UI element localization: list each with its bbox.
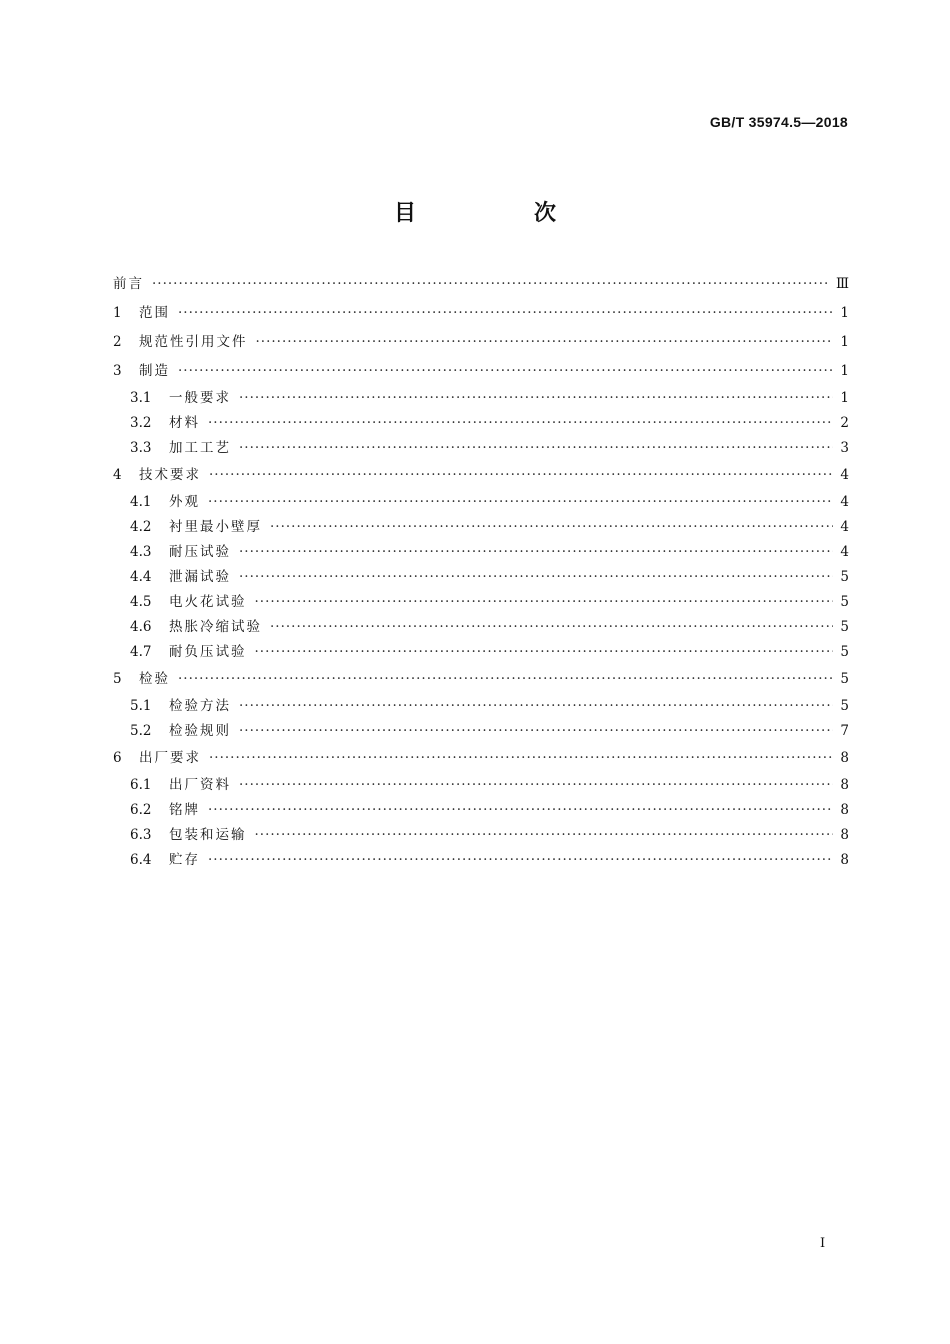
dot-leader: [239, 719, 833, 744]
toc-entry-label: 检验方法: [169, 698, 231, 714]
toc-entry[interactable]: [113, 565, 849, 590]
dot-leader: [256, 328, 834, 357]
toc-entry[interactable]: [113, 299, 849, 328]
dot-leader: [208, 490, 833, 515]
toc-entry-page: 1: [840, 305, 849, 321]
toc-entry-page: 8: [840, 827, 849, 843]
toc-entry[interactable]: [113, 823, 849, 848]
toc-entry-number: 4.3: [130, 544, 152, 560]
toc-entry-label: 规范性引用文件: [139, 334, 248, 350]
dot-leader: [255, 823, 834, 848]
toc-entry-page: 4: [840, 494, 849, 510]
toc-entry-page: 4: [840, 519, 849, 535]
toc-entry-number: 2: [113, 334, 122, 350]
toc-entry-page: 5: [840, 569, 849, 585]
toc-entry-number: 4.7: [130, 644, 152, 660]
toc-entry-page: 1: [840, 363, 849, 379]
dot-leader: [178, 665, 833, 694]
standard-code: GB/T 35974.5—2018: [709, 114, 848, 130]
toc-entry[interactable]: [113, 386, 849, 411]
toc-entry[interactable]: [113, 798, 849, 823]
toc-entry-number: 3.3: [130, 440, 152, 456]
toc-entry-page: 5: [840, 671, 849, 687]
dot-leader: [239, 565, 833, 590]
toc-entry-page: 3: [840, 440, 849, 456]
toc-entry-page: 7: [840, 723, 849, 739]
dot-leader: [208, 411, 833, 436]
toc-entry-label: 泄漏试验: [169, 569, 231, 585]
toc-entry-page: 5: [840, 594, 849, 610]
toc-entry-label: 铭牌: [169, 802, 200, 818]
toc-entry-label: 外观: [169, 494, 200, 510]
toc-entry-number: 6.2: [130, 802, 152, 818]
dot-leader: [152, 270, 830, 299]
toc-entry-number: 5: [113, 671, 122, 687]
toc-entry-label: 材料: [169, 415, 200, 431]
toc-entry[interactable]: [113, 719, 849, 744]
toc-entry[interactable]: [113, 744, 849, 773]
toc-entry[interactable]: [113, 328, 849, 357]
toc-entry-label: 耐负压试验: [169, 644, 247, 660]
toc-entry-number: 6.4: [130, 852, 152, 868]
dot-leader: [208, 848, 833, 873]
toc-entry-page: 8: [840, 802, 849, 818]
toc-entry-label: 衬里最小壁厚: [169, 519, 262, 535]
toc-entry-page: 8: [840, 750, 849, 766]
dot-leader: [255, 590, 834, 615]
toc-entry-page: 8: [840, 777, 849, 793]
toc-entry[interactable]: [113, 773, 849, 798]
dot-leader: [270, 615, 833, 640]
dot-leader: [239, 386, 833, 411]
toc-entry-label: 制造: [139, 363, 170, 379]
toc-entry-label: 出厂要求: [139, 750, 201, 766]
toc-entry-page: 4: [840, 467, 849, 483]
toc-entry-page: 5: [840, 698, 849, 714]
toc-entry-number: 3.1: [130, 390, 152, 406]
toc-entry-page: 5: [840, 644, 849, 660]
toc-entry-label: 加工工艺: [169, 440, 231, 456]
toc-entry-number: 5.2: [130, 723, 152, 739]
dot-leader: [178, 357, 833, 386]
toc-entry-number: 6.3: [130, 827, 152, 843]
toc-entry-page: 2: [840, 415, 849, 431]
toc-entry-number: 4.5: [130, 594, 152, 610]
toc-entry-label: 耐压试验: [169, 544, 231, 560]
toc-entry-number: 4: [113, 467, 122, 483]
toc-entry[interactable]: [113, 357, 849, 386]
toc-entry-label: 包装和运输: [169, 827, 247, 843]
toc-entry[interactable]: [113, 640, 849, 665]
table-of-contents: [113, 270, 849, 873]
toc-entry-label: 技术要求: [139, 467, 201, 483]
toc-entry[interactable]: [113, 540, 849, 565]
toc-entry-label: 前言: [113, 276, 144, 292]
dot-leader: [239, 436, 833, 461]
toc-entry-number: 4.1: [130, 494, 152, 510]
toc-entry-page: 5: [840, 619, 849, 635]
toc-entry[interactable]: [113, 436, 849, 461]
toc-entry-page: 1: [840, 334, 849, 350]
toc-entry-label: 检验规则: [169, 723, 231, 739]
toc-entry[interactable]: [113, 665, 849, 694]
toc-entry-page: Ⅲ: [835, 276, 849, 292]
dot-leader: [209, 744, 833, 773]
toc-entry-number: 4.2: [130, 519, 152, 535]
toc-entry[interactable]: [113, 490, 849, 515]
toc-entry[interactable]: [113, 694, 849, 719]
toc-entry-label: 范围: [139, 305, 170, 321]
toc-entry-label: 出厂资料: [169, 777, 231, 793]
dot-leader: [239, 694, 833, 719]
dot-leader: [239, 540, 833, 565]
toc-entry-number: 3.2: [130, 415, 152, 431]
toc-entry[interactable]: [113, 615, 849, 640]
dot-leader: [270, 515, 833, 540]
dot-leader: [255, 640, 834, 665]
toc-entry[interactable]: [113, 461, 849, 490]
toc-entry-number: 6: [113, 750, 122, 766]
toc-entry[interactable]: [113, 411, 849, 436]
dot-leader: [208, 798, 833, 823]
toc-entry[interactable]: [113, 848, 849, 873]
toc-entry-number: 5.1: [130, 698, 152, 714]
toc-entry-number: 1: [113, 305, 122, 321]
dot-leader: [239, 773, 833, 798]
toc-entry-page: 8: [840, 852, 849, 868]
toc-entry[interactable]: [113, 270, 849, 299]
toc-entry-number: 6.1: [130, 777, 152, 793]
toc-entry-number: 4.6: [130, 619, 152, 635]
page-number: I: [820, 1236, 826, 1251]
toc-entry-label: 贮存: [169, 852, 200, 868]
dot-leader: [209, 461, 833, 490]
toc-entry-label: 一般要求: [169, 390, 231, 406]
dot-leader: [178, 299, 833, 328]
toc-entry-page: 1: [840, 390, 849, 406]
toc-entry-number: 4.4: [130, 569, 152, 585]
page-title: 目 次: [393, 201, 604, 226]
toc-entry-page: 4: [840, 544, 849, 560]
toc-entry-label: 热胀冷缩试验: [169, 619, 262, 635]
toc-entry[interactable]: [113, 515, 849, 540]
toc-entry-label: 电火花试验: [169, 594, 247, 610]
toc-entry[interactable]: [113, 590, 849, 615]
toc-entry-label: 检验: [139, 671, 170, 687]
toc-entry-number: 3: [113, 363, 122, 379]
